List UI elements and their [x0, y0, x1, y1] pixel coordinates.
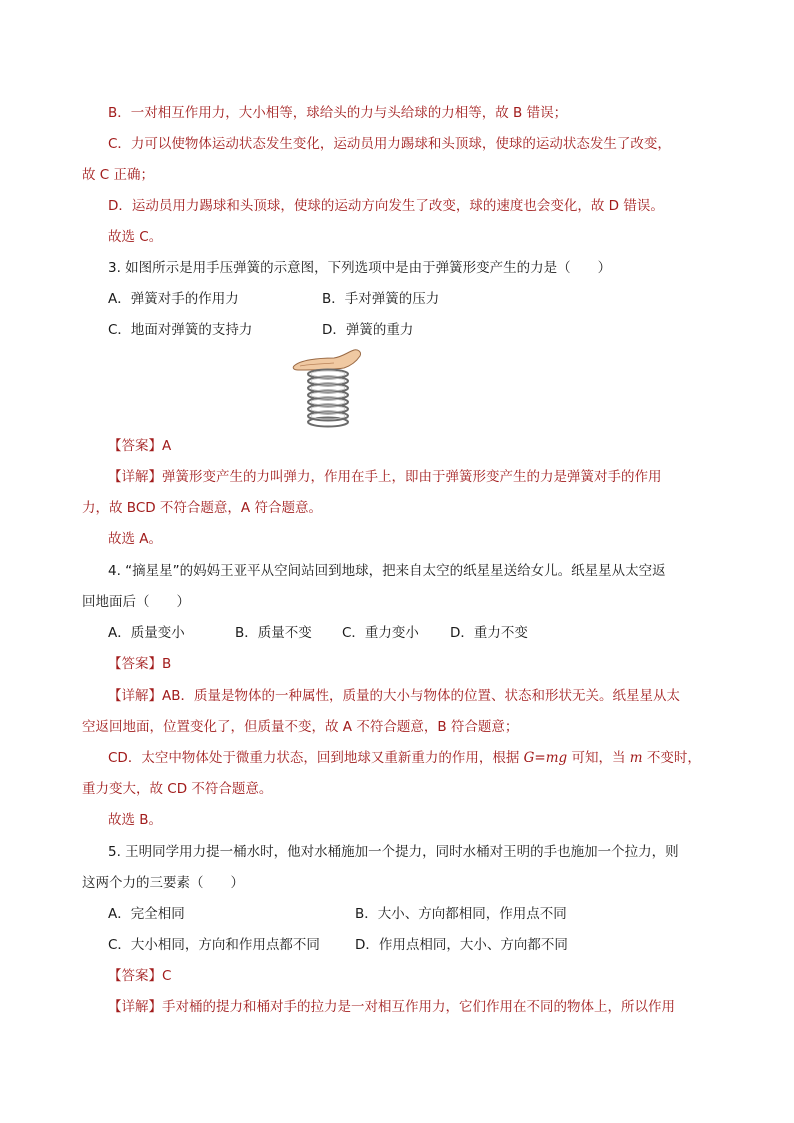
q3-answer-value: A	[162, 438, 172, 454]
q3-option-a: A．弹簧对手的作用力	[108, 291, 239, 307]
hand-pressing-spring-figure	[290, 348, 366, 428]
q4-option-b: B．质量不变	[235, 625, 312, 641]
q4-detail-line4: 重力变大，故 CD 不符合题意。	[82, 781, 273, 797]
q5-detail-line1	[108, 997, 675, 1017]
q4-option-d: D．重力不变	[450, 625, 528, 641]
q3-option-d: D．弹簧的重力	[322, 322, 414, 338]
q2-option-b-explanation: B．一对相互作用力，大小相等，球给头的力与头给球的力相等，故 B 错误；	[108, 105, 568, 121]
q5-answer	[108, 966, 171, 986]
q3-detail-line2: 力，故 BCD 不符合题意，A 符合题意。	[82, 500, 322, 516]
q3-detail-text1: 弹簧形变产生的力叫弹力，作用在手上，即由于弹簧形变产生的力是弹簧对手的作用	[162, 469, 662, 485]
q5-option-b: B．大小、方向都相同，作用点不同	[355, 906, 567, 922]
q5-detail-text1: 手对桶的提力和桶对手的拉力是一对相互作用力，它们作用在不同的物体上，所以作用	[162, 999, 675, 1015]
q4-detail-line1	[108, 686, 680, 706]
q4-detail-line3	[108, 748, 701, 768]
q4-detail-text3a: CD．太空中物体处于微重力状态，回到地球又重新重力的作用，根据	[108, 750, 524, 766]
q3-answer-tag: 【答案】	[108, 438, 162, 454]
q4-detail-text1: AB．质量是物体的一种属性，质量的大小与物体的位置、状态和形状无关。纸星星从太	[162, 688, 680, 704]
q3-final-choice: 故选 A。	[108, 531, 163, 547]
q4-answer-value: B	[162, 656, 172, 672]
q3-stem: 3. 如图所示是用手压弹簧的示意图，下列选项中是由于弹簧形变产生的力是（ ）	[108, 260, 612, 276]
spring-icon	[290, 348, 366, 428]
q3-detail-tag: 【详解】	[108, 469, 162, 485]
q5-option-c: C．大小相同，方向和作用点都不同	[108, 937, 320, 953]
q4-detail-tag: 【详解】	[108, 688, 162, 704]
q2-option-d-explanation: D．运动员用力踢球和头顶球，使球的运动方向发生了改变，球的速度也会变化，故 D 错误。	[108, 198, 664, 214]
q4-detail-text3b: 可知，当	[567, 750, 630, 766]
q2-option-c-explanation-cont: 故 C 正确；	[82, 167, 155, 183]
q3-answer	[108, 436, 171, 456]
q2-option-c-explanation: C．力可以使物体运动状态发生变化，运动员用力踢球和头顶球，使球的运动状态发生了改变，	[108, 136, 671, 152]
q4-detail-text3c: 不变时，	[642, 750, 701, 766]
q4-stem-line1: 4. “摘星星”的妈妈王亚平从空间站回到地球，把来自太空的纸星星送给女儿。纸星星从太空返	[108, 563, 666, 579]
q3-option-c: C．地面对弹簧的支持力	[108, 322, 253, 338]
q2-final-choice: 故选 C。	[108, 229, 163, 245]
q3-detail-line1	[108, 467, 662, 487]
q5-option-a: A．完全相同	[108, 906, 185, 922]
q4-stem-line2: 回地面后（ ）	[82, 594, 190, 610]
q5-answer-value: C	[162, 968, 172, 984]
q4-option-c: C．重力变小	[342, 625, 419, 641]
q4-option-a: A．质量变小	[108, 625, 185, 641]
q4-formula: G=mg	[523, 750, 568, 766]
q4-detail-line2: 空返回地面，位置变化了，但质量不变，故 A 不符合题意，B 符合题意；	[82, 719, 519, 735]
q3-option-b: B．手对弹簧的压力	[322, 291, 440, 307]
q4-variable-m: m	[629, 750, 643, 766]
q4-answer	[108, 654, 171, 674]
q4-final-choice: 故选 B。	[108, 812, 163, 828]
q5-stem-line2: 这两个力的三要素（ ）	[82, 875, 244, 891]
q5-answer-tag: 【答案】	[108, 968, 162, 984]
q4-answer-tag: 【答案】	[108, 656, 162, 672]
q5-detail-tag: 【详解】	[108, 999, 162, 1015]
q5-stem-line1: 5. 王明同学用力提一桶水时，他对水桶施加一个提力，同时水桶对王明的手也施加一个拉力，则	[108, 844, 679, 860]
q5-option-d: D．作用点相同，大小、方向都不同	[355, 937, 568, 953]
